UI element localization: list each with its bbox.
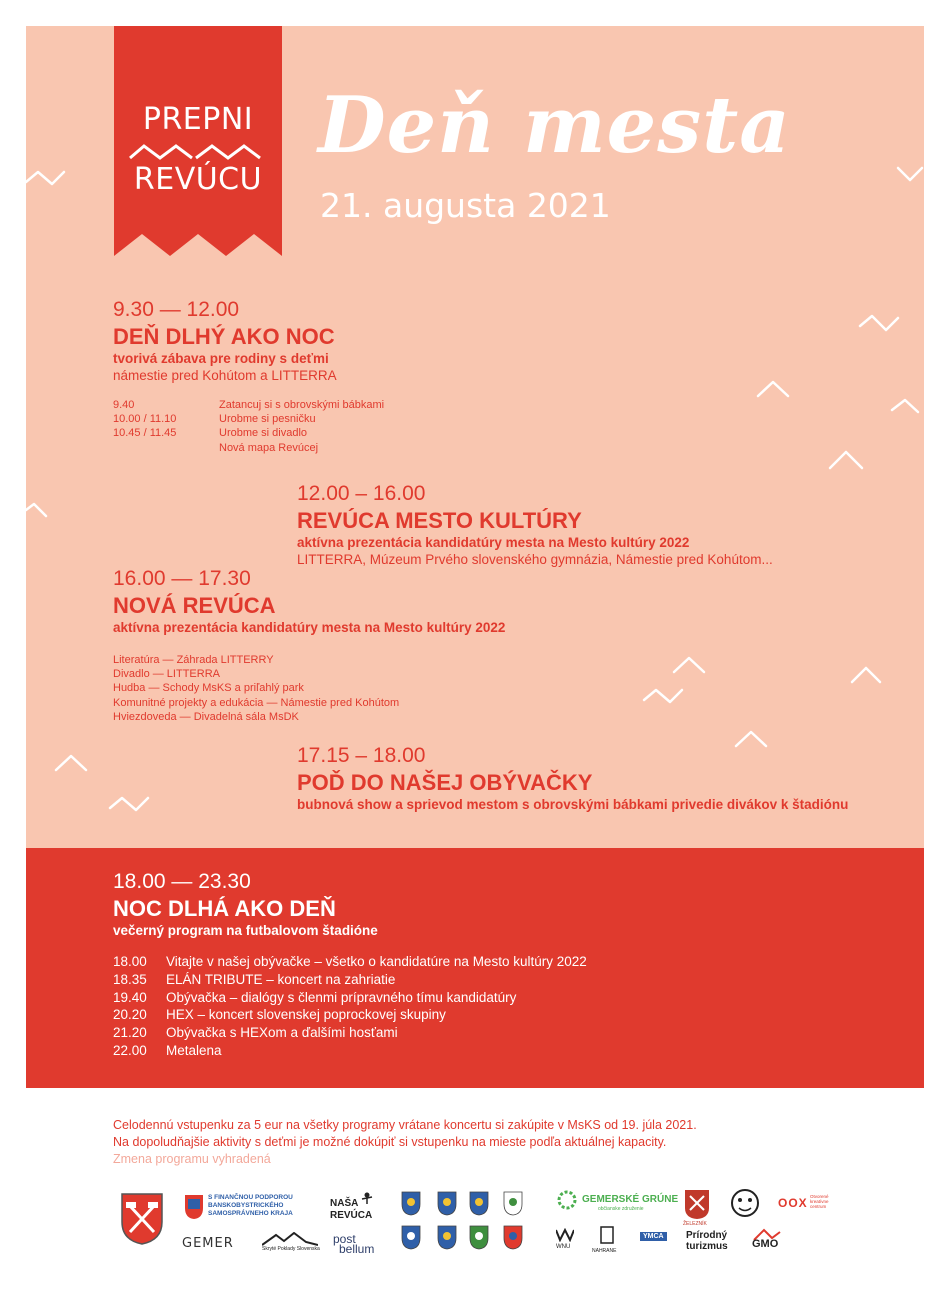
- brand-line-1: PREPNI: [142, 102, 254, 137]
- event-date: 21. augusta 2021: [320, 186, 611, 225]
- block-time: 17.15 – 18.00: [297, 744, 426, 767]
- box-sub-line: kreatívne: [810, 1199, 829, 1204]
- schedule-desc: Zatancuj si s obrovskými bábkami: [219, 399, 385, 411]
- kids-note: Na dopoludňajšie aktivity s deťmi je možné dokúpiť si vstupenku na mieste podľa aktuálnej kapacity.: [113, 1135, 667, 1149]
- postbellum-line: post: [333, 1232, 356, 1246]
- schedule-row: [113, 441, 384, 455]
- mountains-icon: [262, 1232, 318, 1246]
- schedule-time: [113, 441, 219, 455]
- schedule-time: 19.40: [113, 989, 147, 1005]
- block-subtitle: bubnová show a sprievod mestom s obrovskými bábkami privedie divákov k štadiónu: [297, 797, 849, 812]
- figure-icon: [360, 1192, 374, 1208]
- program-block-1: [113, 298, 384, 455]
- schedule-row: [113, 971, 587, 989]
- schedule-desc: Vitajte v našej obývačke – všetko o kandidatúre na Mesto kultúry 2022: [166, 954, 587, 969]
- change-note: Zmena programu vyhradená: [113, 1152, 271, 1166]
- schedule-desc: Metalena: [166, 1042, 222, 1058]
- block-subtitle: aktívna prezentácia kandidatúry mesta na Mesto kultúry 2022: [113, 620, 506, 635]
- page-title: Deň mesta: [318, 80, 791, 171]
- block-title: NOC DLHÁ AKO DEŇ: [113, 896, 336, 921]
- chevron-up-icon: [852, 668, 880, 682]
- list-item: Hudba — Schody MsKS a priľahlý park: [113, 682, 304, 695]
- night-schedule: [113, 953, 587, 1060]
- list-item: Divadlo — LITTERRA: [113, 668, 220, 681]
- program-block-3: [113, 567, 505, 724]
- bbsk-logo: [208, 1194, 293, 1218]
- zigzag-icon: [110, 798, 148, 810]
- gemerske-grune-icon: [555, 1190, 579, 1210]
- bbsk-logo-line: S FINANČNOU PODPOROU: [208, 1194, 293, 1201]
- box-sub-line: centrum: [810, 1204, 827, 1209]
- schedule-time: 18.00: [113, 954, 147, 969]
- gemerske-grune-sub: občianske združenie: [598, 1206, 644, 1212]
- block-title: POĎ DO NAŠEJ OBÝVAČKY: [297, 770, 593, 795]
- postbellum-logo: [333, 1234, 374, 1254]
- bbsk-crest-icon: [184, 1194, 204, 1220]
- bbsk-logo-line: SAMOSPRÁVNEHO KRAJA: [208, 1210, 293, 1217]
- schedule-time: 10.45 / 11.45: [113, 427, 177, 440]
- chevron-up-icon: [674, 658, 704, 672]
- list-item: Komunitné projekty a edukácia — Námestie pred Kohútom: [113, 696, 400, 709]
- schedule-time: 9.40: [113, 399, 135, 411]
- nahrane-logo: NAHRANE: [592, 1248, 617, 1254]
- ymca-logo: YMCA: [640, 1232, 667, 1241]
- schedule-row: [113, 426, 384, 440]
- program-block-2: [297, 482, 773, 567]
- prirodny-line: turizmus: [686, 1241, 728, 1252]
- bbsk-logo-line: BANSKOBYSTRICKÉHO: [208, 1202, 284, 1209]
- schedule-row: [113, 1006, 587, 1024]
- prirodny-turizmus-logo: [686, 1230, 728, 1252]
- schedule-desc: Obývačka s HEXom a ďalšími hosťami: [166, 1025, 398, 1041]
- zigzag-icon: [26, 172, 64, 184]
- schedule-row: [113, 1024, 587, 1042]
- box-logo-sub: [810, 1194, 829, 1209]
- schedule-desc: Urobme si pesničku: [219, 413, 316, 426]
- block-title: REVÚCA MESTO KULTÚRY: [297, 508, 582, 533]
- schedule-desc: Urobme si divadlo: [219, 427, 308, 440]
- list-item: Hviezdoveda — Divadelná sála MsDK: [113, 710, 299, 723]
- brand-ribbon: [114, 26, 282, 256]
- schedule-time: 22.00: [113, 1042, 147, 1058]
- chevron-up-icon: [758, 382, 788, 396]
- block-subtitle: tvorivá zábava pre rodiny s deťmi: [113, 351, 329, 366]
- box-sub-line: Otvorené: [810, 1194, 829, 1199]
- wnu-icon: [556, 1228, 574, 1242]
- schedule-row: [113, 953, 587, 971]
- zigzag-icon: [644, 690, 682, 702]
- gemer-logo: GEMER: [182, 1236, 234, 1251]
- ribbon-shape: [114, 26, 282, 256]
- prirodny-line: Prírodný: [686, 1230, 728, 1241]
- zigzag-icon: [898, 168, 922, 180]
- gmo-logo: GMO: [752, 1238, 779, 1250]
- program-block-4: [297, 744, 848, 812]
- block-list: [113, 653, 505, 724]
- block-subtitle: aktívna prezentácia kandidatúry mesta na Mesto kultúry 2022: [297, 535, 690, 550]
- schedule-time: 18.35: [113, 971, 147, 987]
- list-item: Literatúra — Záhrada LITTERRY: [113, 654, 274, 666]
- theatre-mask-icon: [730, 1188, 760, 1218]
- chevron-up-icon: [830, 452, 862, 468]
- revuca-coat-of-arms-icon: [120, 1192, 164, 1246]
- block-title: DEŇ DLHÝ AKO NOC: [113, 324, 335, 349]
- nasa-logo-line: REVÚCA: [330, 1210, 373, 1221]
- schedule-row: [113, 398, 384, 412]
- brand-line-2: REVÚCU: [133, 162, 263, 197]
- footer-notes: [113, 1117, 697, 1168]
- block-schedule: [113, 398, 384, 455]
- gemerske-grune-logo: GEMERSKÉ GRÚNE: [582, 1194, 679, 1205]
- block-subtitle: večerný program na futbalovom štadióne: [113, 923, 378, 938]
- village-crests-icon: [400, 1190, 530, 1254]
- zeleznik-logo: ŽELEZNÍK: [683, 1221, 707, 1227]
- block-location: LITTERRA, Múzeum Prvého slovenského gymnázia, Námestie pred Kohútom...: [297, 552, 773, 567]
- wnu-logo: WNU: [556, 1244, 571, 1250]
- block-time: 18.00 — 23.30: [113, 870, 251, 893]
- schedule-row: [113, 412, 384, 426]
- block-time: 12.00 – 16.00: [297, 482, 426, 505]
- schedule-desc: Nová mapa Revúcej: [219, 441, 319, 454]
- program-block-5: [113, 870, 587, 1060]
- block-location: námestie pred Kohútom a LITTERRA: [113, 368, 337, 383]
- chevron-up-icon: [26, 504, 46, 516]
- nahrane-icon: [600, 1226, 614, 1244]
- block-title: NOVÁ REVÚCA: [113, 593, 276, 618]
- zeleznik-icon: [683, 1188, 711, 1220]
- schedule-desc: HEX – koncert slovenskej poprockovej skupiny: [166, 1007, 446, 1023]
- schedule-row: [113, 1042, 587, 1060]
- schedule-desc: Obývačka – dialógy s členmi prípravného tímu kandidatúry: [166, 989, 517, 1005]
- nasa-logo-line: NAŠA: [330, 1198, 359, 1209]
- box-logo: OOX: [778, 1196, 808, 1210]
- schedule-time: 20.20: [113, 1007, 147, 1023]
- block-time: 9.30 — 12.00: [113, 298, 240, 321]
- poklady-logo: Skryté Poklady Slovenska: [262, 1246, 320, 1252]
- schedule-time: 21.20: [113, 1025, 147, 1041]
- postbellum-line: bellum: [339, 1242, 375, 1256]
- block-time: 16.00 — 17.30: [113, 567, 251, 590]
- sponsor-logos: [0, 1180, 950, 1270]
- ticket-note: Celodennú vstupenku za 5 eur na všetky programy vrátane koncertu si zakúpite v MsKS od 19. júla 2021.: [113, 1118, 697, 1132]
- schedule-desc: ELÁN TRIBUTE – koncert na zahriatie: [166, 971, 396, 987]
- zigzag-icon: [892, 400, 918, 412]
- zigzag-icon: [860, 316, 898, 330]
- schedule-row: [113, 989, 587, 1007]
- schedule-time: 10.00 / 11.10: [113, 413, 177, 426]
- chevron-up-icon: [56, 756, 86, 770]
